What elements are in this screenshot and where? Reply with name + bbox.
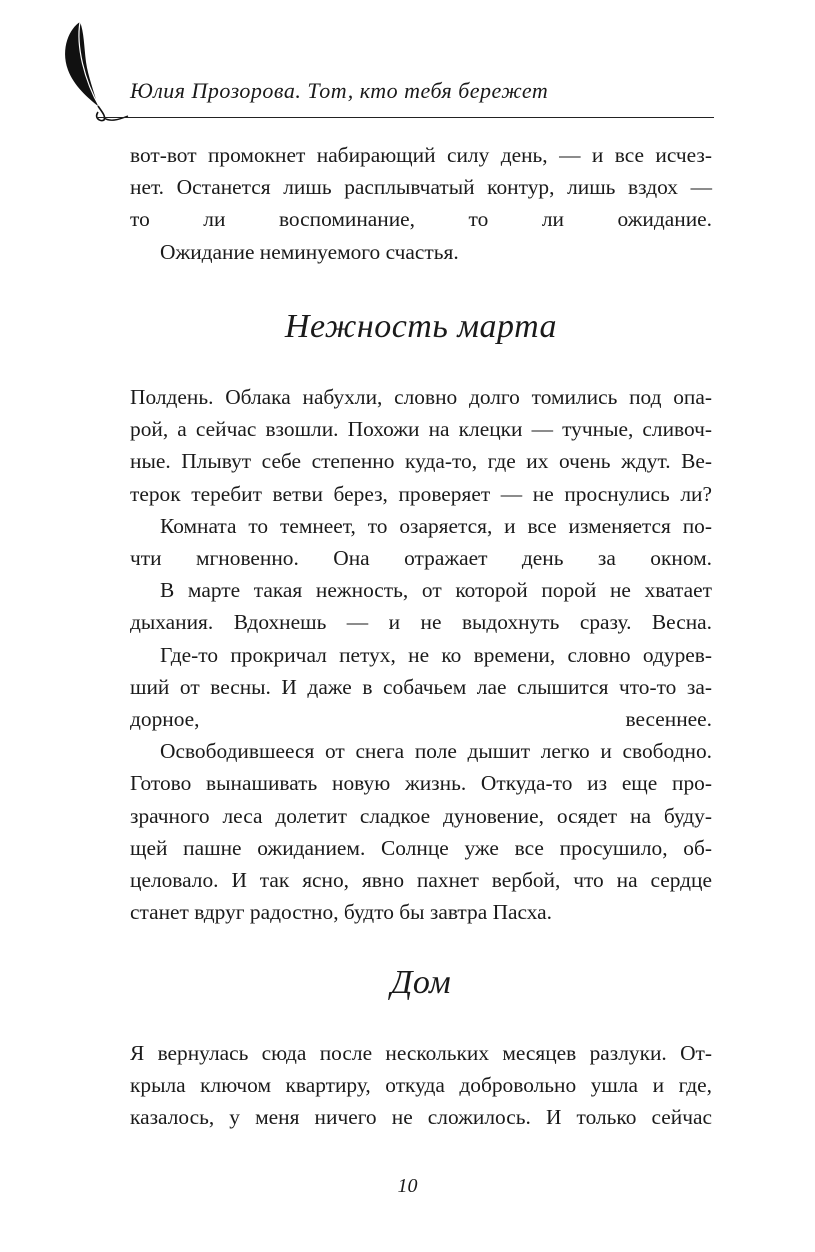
section-body-nezhnost-marta [130,381,712,928]
running-header [0,0,815,130]
text-line: то ли воспоминание, то ли ожидание. [130,207,712,232]
section-body-dom [130,1037,712,1134]
continuation-text [130,139,712,268]
running-header-title: Юлия Прозорова. Тот, кто тебя бережет [130,78,549,103]
section-heading-dom: Дом [390,964,452,1001]
text-line: зрачного леса долетит сладкое дуновение, осядет на буду- [130,803,712,828]
text-line: казалось, у меня ничего не сложилось. И только сейчас [130,1105,712,1130]
paragraph [130,139,712,236]
text-line: Где-то прокричал петух, не ко времени, словно одурев- [160,642,712,667]
text-line: рой, а сейчас взошли. Похожи на клецки — тучные, сливоч- [130,417,712,442]
text-line: Ожидание неминуемого счастья. [160,239,459,264]
text-line: станет вдруг радостно, будто бы завтра Пасха. [130,900,552,925]
text-line: Готово вынашивать новую жизнь. Откуда-то из еще про- [130,771,712,796]
paragraph [130,574,712,638]
text-line: вот-вот промокнет набирающий силу день, — и все исчез- [130,143,712,167]
paragraph [130,510,712,574]
header-divider [98,117,714,118]
text-line: крыла ключом квартиру, откуда добровольно ушла и где, [130,1073,712,1098]
text-line: Комната то темнеет, то озаряется, и все изменяется по- [160,513,712,538]
quill-feather-icon [48,18,168,123]
text-line: Я вернулась сюда после нескольких месяцев разлуки. От- [130,1041,712,1065]
text-line: чти мгновенно. Она отражает день за окном. [130,546,712,571]
paragraph [130,1037,712,1134]
text-line: В марте такая нежность, от которой порой не хватает [160,578,712,603]
paragraph [130,639,712,736]
text-line: нет. Останется лишь расплывчатый контур, лишь вздох — [130,175,712,200]
text-line: терок теребит ветви берез, проверяет — не проснулись ли? [130,481,712,506]
text-line: ший от весны. И даже в собачьем лае слышится что-то за- [130,674,712,699]
text-line: Полдень. Облака набухли, словно долго томились под опа- [130,385,712,409]
paragraph [130,236,712,268]
page-number: 10 [397,1175,418,1197]
text-line: дорное, весеннее. [130,707,712,732]
paragraph [130,381,712,510]
section-heading-nezhnost-marta: Нежность марта [284,308,558,345]
text-line: Освободившееся от снега поле дышит легко и свободно. [160,739,712,764]
text-line: дыхания. Вдохнешь — и не выдохнуть сразу. Весна. [130,610,712,635]
text-line: ные. Плывут себе степенно куда-то, где их очень ждут. Ве- [130,449,712,474]
text-line: целовало. И так ясно, явно пахнет вербой, что на сердце [130,868,712,893]
text-line: щей пашне ожиданием. Солнце уже все просушило, об- [130,835,712,860]
paragraph [130,735,712,928]
